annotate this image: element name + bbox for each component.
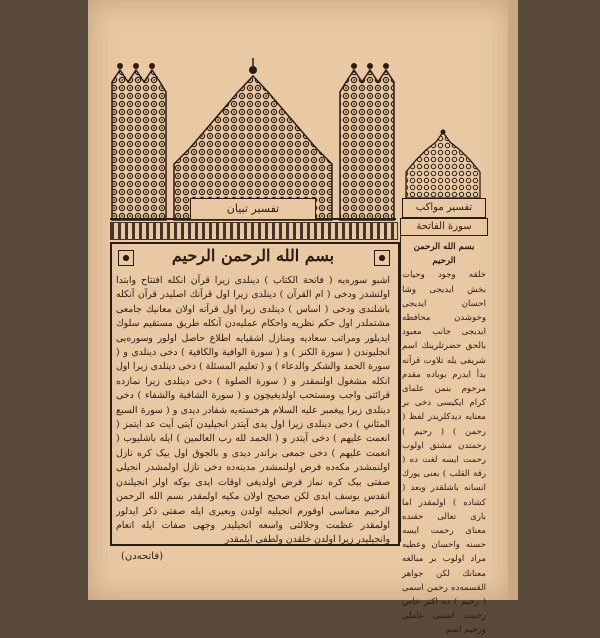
right-title: تفسیر مواکب (402, 198, 486, 218)
main-paragraph: اشبو سوره‌یه ( فاتحة الكتاب ) دینلدی زیرا قرآن انكله افتتاح وابتدا اولنشدر ودخی ( ام القرآن ) دینلدی زیرا اول قرآنك اصلیدر قرآن آنكله باشلندی ودخی ( اساس ) دینلدی زیرا اول قرآنه اولان معانیك جامعی مشتملدر اول حكم نظریه واحكام عمليه‌دن آنكله طریق مستقیم سلوك ایدیلور ومراتب سعادیه ومنازل اشقیایه اطلاع حاصل اولور وسوره‌یی انجلیوندن ( سورة الكنز ) و ( سورة الوافية والكافية ) دخی دینلدی و ( سورة الحمد والشكر والدعاء ) و ( تعليم المسئلة ) دخی دینلدی زیرا اول انكله مشغول اولنمقدر و ( سورة الصلوة ) دخی دینلدی زیرا نمازده قرائتی واجب ومستحب اولدیغیچون و ( سورة الشافية والشفاء ) دخی دینلدی زیرا پیغمبر علیه السلام هرخسته‌یه شفادر دیدی و ( سورة السبع المثاني ) دخی دینلدی زیرا اول یدی آیتدر انجیلیدن آیتی آیت عد ایتمز ( انعمت علیهم ) دخی آیتدر و ( الحمد لله رب العالمين ) ایله باشلیوب ( انعمت علیهم ) دخی جمعی براندر دیدی و بالجوق اول بیک كره نازل اولنمشدر مكه‌ده فرض اولنمشدر مدینه‌ده دخی نازل اولمشدر انجیلی صفتی بیک كره نماز فرض اولدیغی اوقات ایدی بوكه اولر انجیلندن انقدس یوسف ایدی لكن صحیح اولان مكیه اولمقدر بسم الله الرحمن الرحيم معناسی اوقورم انجیلیه اولدن وبعیری ایله صفتی ذكر ایدلور اولمقدر عظمت وجلالتی واسعه انجیلیدر وجهی صفات ایله انعام وانجیلیدر زیرا اولدن خلقدن ولطفی ایلمقدر (116, 275, 390, 546)
corner-ornament-icon (374, 250, 390, 266)
corner-ornament-icon (118, 250, 134, 266)
catchword: (فاتحه‌دن) (120, 551, 164, 562)
right-basmala: بسم الله الرحمن الرحيم (413, 242, 475, 267)
basmala-heading: بسم الله الرحمن الرحيم (171, 246, 335, 265)
decorative-band (110, 222, 398, 240)
ornamental-header (110, 52, 396, 220)
sura-heading: سورة الفاتحة (400, 218, 488, 236)
right-column-text: خلقه وجود وحیات بخش ایدیجی وشا احسان ایدیجی وخوشدن محافظه ایدیجی جانب معبود بالحق حضرتلرینك اسم شریفی یله تلاوت قرآنه بدأ ایدرم بوباده مقدم مرحوم بنمن علمای کرام ایکیسی دخی بر معنایه دیدکلریدر لفظ ( رحمن ) ( رحیم ) رحمتدن مشتق اولوب رحمت ایسه لغت ده ( رقة القلب ) بعنی یورك انسانه باشلقدر وبعد ( كشاده ) اولمقدر اما باری تعالی حقنده معنای رحمت ایسه حسنه واحسان وعطیه مراد اولوب بر مبالغه معنانك لکن جواهر القسمه‌ده رحمن اسمی ( رحیم ) ده اکثر خاص رحمت اسمی عاملی ورحیم اسم (402, 270, 486, 636)
right-ornamental-header (402, 128, 484, 198)
main-title: تفسیر تبیان (190, 198, 316, 220)
page-edge (508, 0, 518, 600)
right-column (402, 240, 486, 636)
